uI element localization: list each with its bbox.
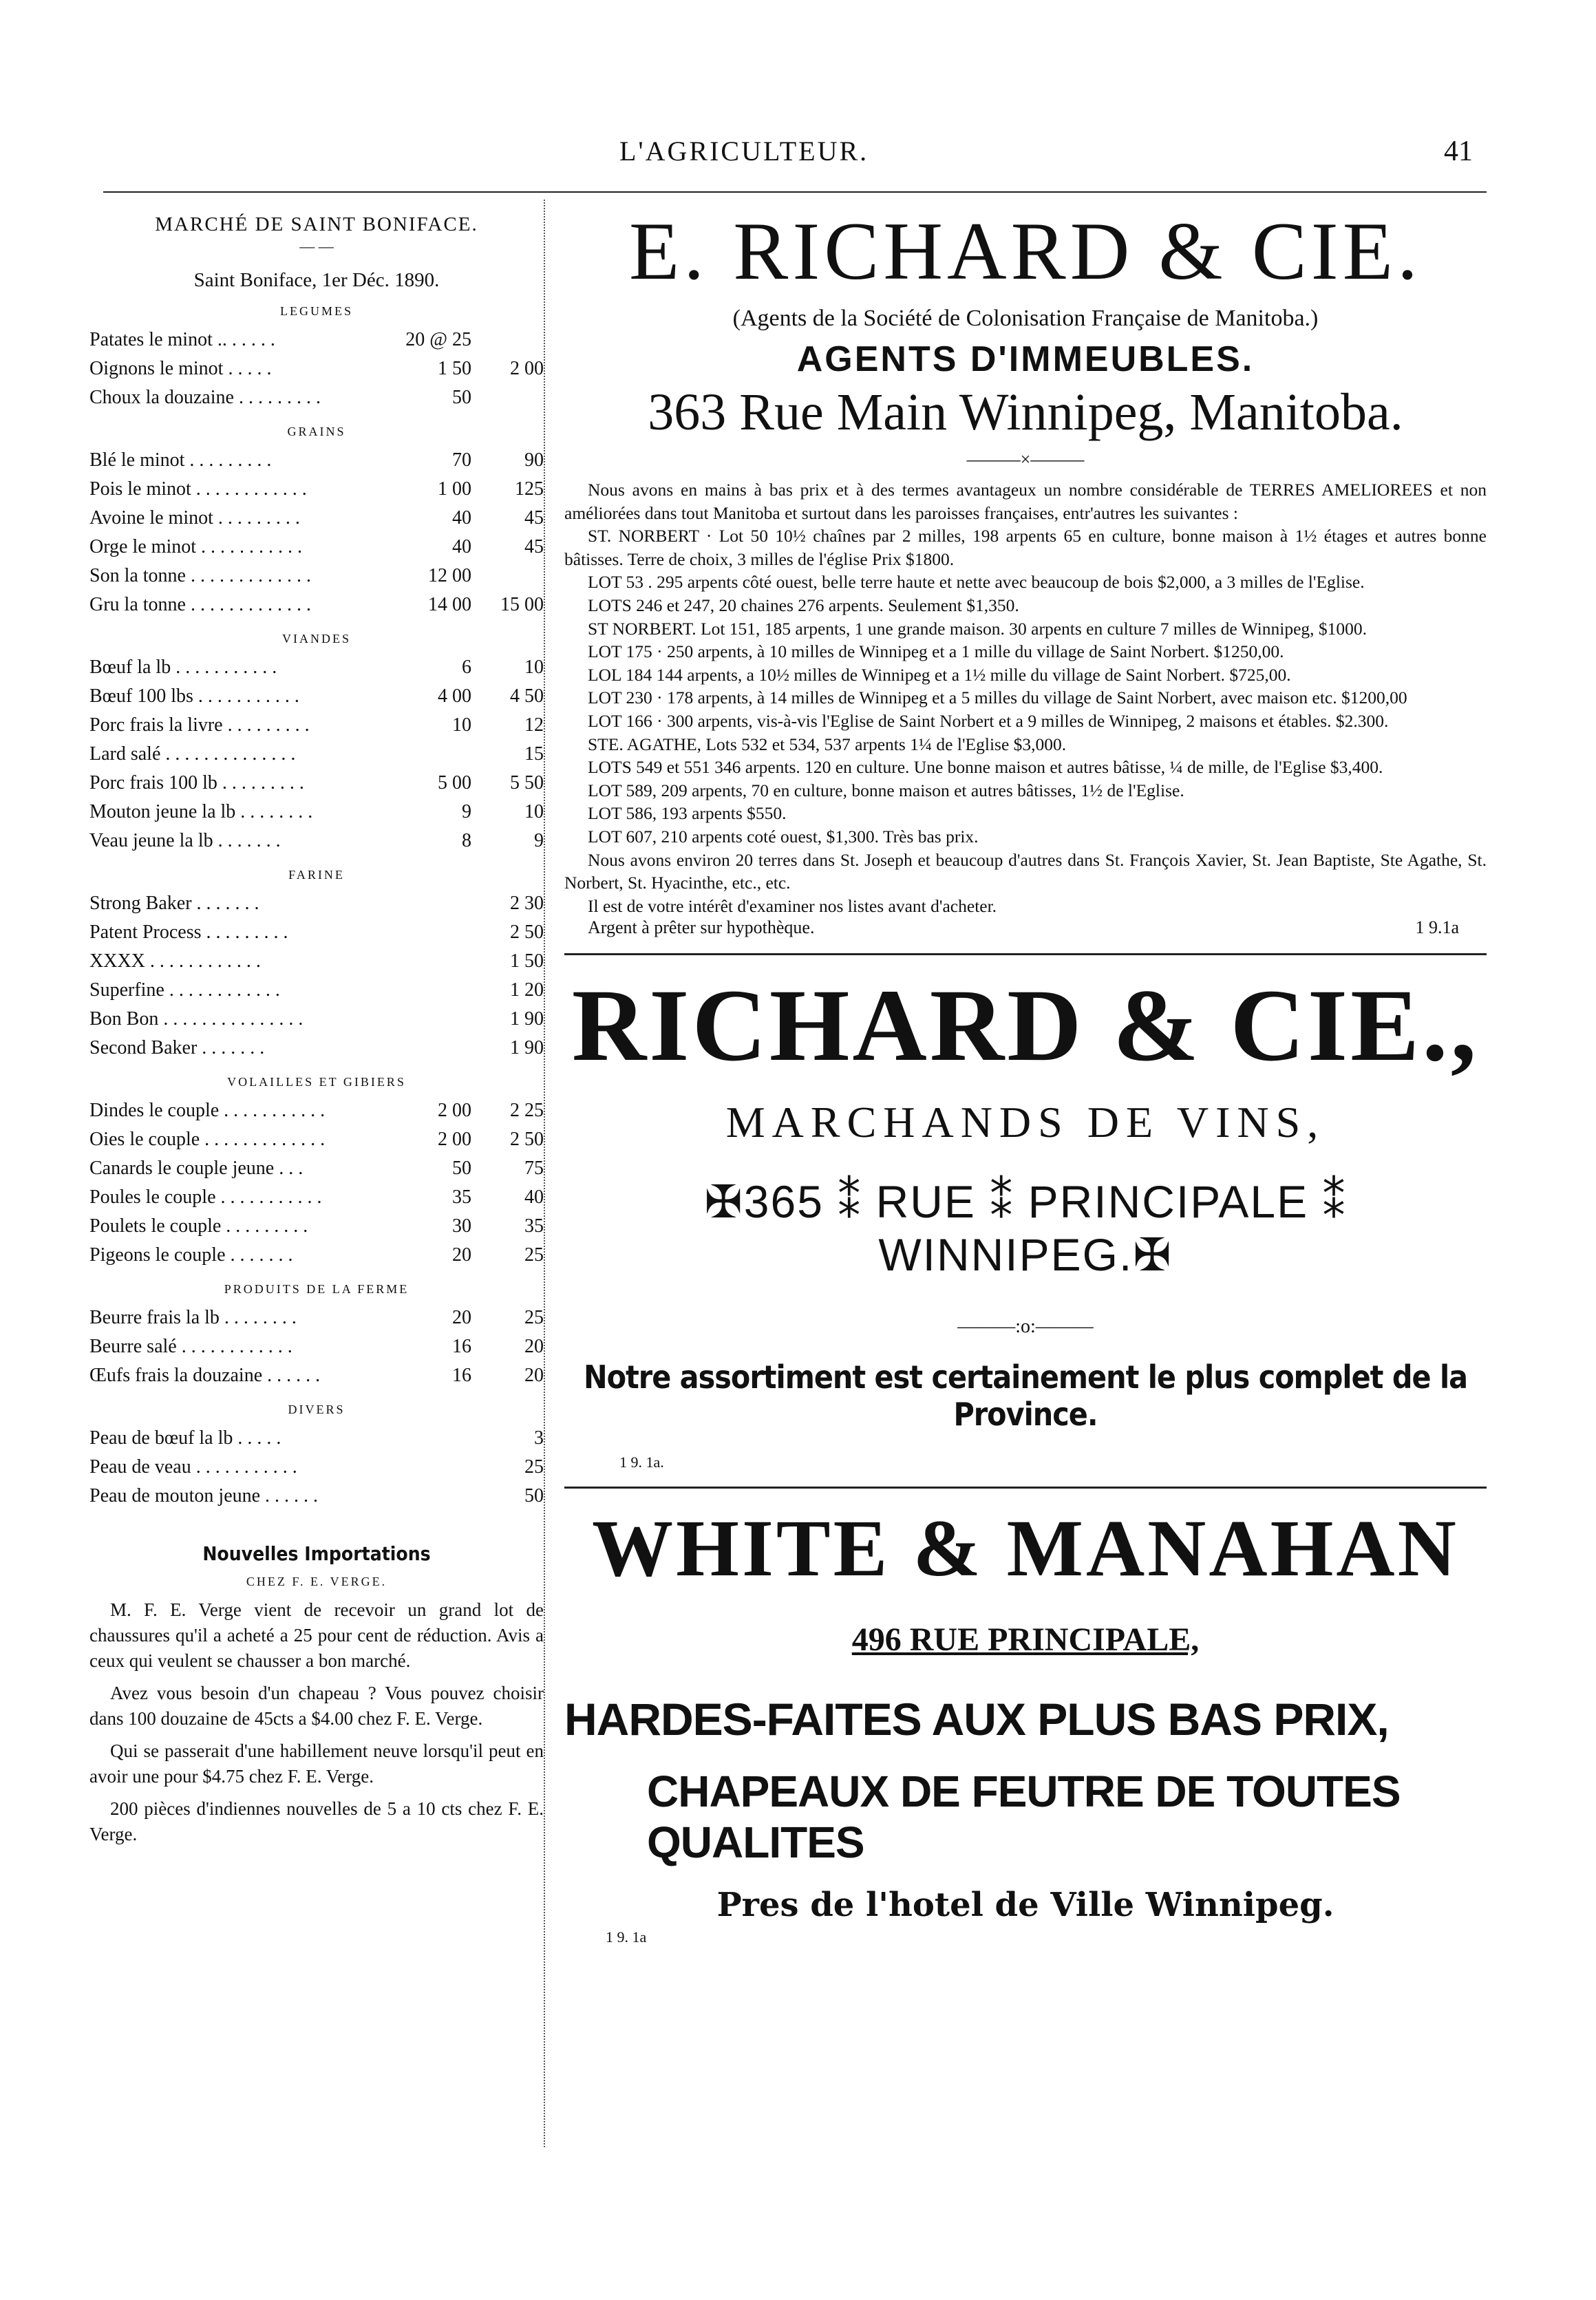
wm-line-location: Pres de l'hotel de Ville Winnipeg. bbox=[716, 1886, 1334, 1925]
ad-tag: 1 9.1a bbox=[1415, 917, 1459, 938]
price-row bbox=[89, 354, 544, 383]
price-row bbox=[89, 1034, 544, 1063]
ad-divider bbox=[564, 1487, 1487, 1489]
price-row bbox=[89, 1332, 544, 1361]
price-row bbox=[89, 769, 544, 798]
page-number: 41 bbox=[1444, 136, 1473, 167]
price-high: 3 bbox=[534, 1427, 544, 1449]
ad-divider bbox=[564, 953, 1487, 955]
nouvelles-paragraph: Qui se passerait d'une habillement neuve lorsqu'il peut en avoir une pour $4.75 chez F. E. Verge. bbox=[89, 1740, 544, 1787]
price-low: 20 bbox=[452, 1244, 471, 1266]
price-high: 9 bbox=[534, 830, 544, 851]
listing-paragraph: STE. AGATHE, Lots 532 et 534, 537 arpents 1¼ de l'Eglise $3,000. bbox=[588, 734, 1067, 754]
item-name: Bon Bon . . . . . . . . . . . . . . . bbox=[89, 1008, 304, 1030]
nouvelles-body bbox=[89, 1597, 544, 1847]
market-date: Saint Boniface, 1er Déc. 1890. bbox=[193, 269, 440, 291]
item-name: Orge le minot . . . . . . . . . . . bbox=[89, 536, 303, 557]
price-row bbox=[89, 475, 544, 504]
item-name: Porc frais la livre . . . . . . . . . bbox=[89, 714, 310, 736]
price-row bbox=[89, 653, 544, 682]
listing-paragraph: LOT 166 · 300 arpents, vis-à-vis l'Eglise de Saint Norbert et a 9 milles de Winnipeg, 2 maisons et étables. $2.300. bbox=[588, 710, 1389, 731]
price-high: 12 bbox=[524, 714, 544, 736]
item-name: Patates le minot .. . . . . . bbox=[89, 329, 275, 350]
item-name: Œufs frais la douzaine . . . . . . bbox=[89, 1365, 321, 1386]
price-low: 1 50 bbox=[438, 358, 471, 379]
item-name: Peau de mouton jeune . . . . . . bbox=[89, 1485, 319, 1506]
price-row bbox=[89, 740, 544, 769]
price-high: 40 bbox=[524, 1186, 544, 1208]
price-row bbox=[89, 383, 544, 412]
item-name: Patent Process . . . . . . . . . bbox=[89, 922, 288, 943]
listing-paragraph: LOT 53 . 295 arpents côté ouest, belle terre haute et nette avec beaucoup de bois $2,000, a 3 milles de l'Eglise. bbox=[588, 572, 1365, 593]
price-high: 45 bbox=[524, 536, 544, 557]
journal-title: L'AGRICULTEUR. bbox=[619, 136, 869, 167]
price-high: 1 50 bbox=[510, 950, 544, 972]
wm-title: WHITE & MANAHAN bbox=[592, 1503, 1459, 1594]
price-high: 1 90 bbox=[510, 1008, 544, 1030]
section-heading: LEGUMES bbox=[280, 304, 353, 318]
price-high: 90 bbox=[524, 449, 544, 471]
price-row bbox=[89, 947, 544, 976]
item-name: Beurre salé . . . . . . . . . . . . bbox=[89, 1336, 292, 1357]
price-high: 15 bbox=[524, 743, 544, 765]
nouvelles-paragraph: M. F. E. Verge vient de recevoir un grand lot de chaussures qu'il a acheté a 25 pour cent de réduction. Avis a ceux qui veulent se chausser a bon marché. bbox=[89, 1599, 544, 1671]
price-high: 50 bbox=[524, 1485, 544, 1506]
price-row bbox=[89, 1212, 544, 1241]
ad-agents-heading: AGENTS D'IMMEUBLES. bbox=[796, 339, 1255, 379]
item-name: Dindes le couple . . . . . . . . . . . bbox=[89, 1100, 326, 1121]
wm-tag: 1 9. 1a bbox=[606, 1928, 647, 1946]
price-high: 2 00 bbox=[510, 358, 544, 379]
section-heading: VIANDES bbox=[282, 632, 351, 646]
price-row bbox=[89, 711, 544, 740]
listing-paragraph: LOT 586, 193 arpents $550. bbox=[588, 803, 787, 824]
price-low: 5 00 bbox=[438, 772, 471, 794]
page-header bbox=[0, 135, 1596, 183]
item-name: Poules le couple . . . . . . . . . . . bbox=[89, 1186, 322, 1208]
listing-paragraph: Nous avons environ 20 terres dans St. Joseph et beaucoup d'autres dans St. François Xavier, St. Jean Baptiste, Ste Agathe, St. Norbert, St. Hyacinthe, etc., etc. bbox=[564, 849, 1487, 893]
price-high: 20 bbox=[524, 1365, 544, 1386]
price-row bbox=[89, 1005, 544, 1034]
listing-paragraph: LOL 184 144 arpents, a 10½ milles de Winnipeg et a 1½ mille du village de Saint Norbert. $725,00. bbox=[588, 664, 1291, 685]
listing-paragraph: LOT 175 · 250 arpents, à 10 milles de Winnipeg et a 1 mille du village de Saint Norbert. $1250,00. bbox=[588, 641, 1284, 662]
price-high: 10 bbox=[524, 657, 544, 678]
price-row bbox=[89, 1096, 544, 1125]
wm-address: 496 RUE PRINCIPALE, bbox=[851, 1621, 1200, 1659]
price-row bbox=[89, 1361, 544, 1390]
listing-paragraph: LOT 607, 210 arpents coté ouest, $1,300. Très bas prix. bbox=[588, 826, 979, 846]
item-name: Choux la douzaine . . . . . . . . . bbox=[89, 387, 321, 408]
listing-paragraph: LOT 589, 209 arpents, 70 en culture, bonne maison et autres bâtisses, 1½ de l'Eglise. bbox=[588, 780, 1184, 800]
vins-assortment: Notre assortiment est certainement le plus complet de la Province. bbox=[583, 1359, 1468, 1434]
item-name: Beurre frais la lb . . . . . . . . bbox=[89, 1307, 297, 1328]
listing-paragraph: LOTS 246 et 247, 20 chaines 276 arpents. Seulement $1,350. bbox=[588, 595, 1019, 615]
item-name: Superfine . . . . . . . . . . . . bbox=[89, 979, 280, 1001]
wm-line-hats: CHAPEAUX DE FEUTRE DE TOUTES QUALITES bbox=[647, 1767, 1401, 1868]
listing-paragraph: Nous avons en mains à bas prix et à des termes avantageux un nombre considérable de TERRES AMELIOREES et non améliorées dans tout Manitoba et surtout dans les paroisses françaises, entr'autres les suivantes : bbox=[564, 480, 1487, 523]
price-low: 6 bbox=[462, 657, 471, 678]
listing-paragraph: ST NORBERT. Lot 151, 185 arpents, 1 une grande maison. 30 arpents en culture 7 milles de Winnipeg, $1000. bbox=[588, 618, 1368, 639]
price-low: 4 00 bbox=[438, 685, 471, 707]
listing-paragraph: LOT 230 · 178 arpents, à 14 milles de Winnipeg et a 5 milles du village de Saint Norbert, avec maison etc. $1200,00 bbox=[588, 688, 1407, 708]
price-high: 35 bbox=[524, 1215, 544, 1237]
section-heading: GRAINS bbox=[287, 425, 346, 438]
price-low: 40 bbox=[452, 507, 471, 529]
price-high: 25 bbox=[524, 1307, 544, 1328]
ad-title: E. RICHARD & CIE. bbox=[629, 205, 1422, 297]
price-row bbox=[89, 1125, 544, 1154]
price-low: 8 bbox=[462, 830, 471, 851]
nouvelles-subtitle: CHEZ F. E. VERGE. bbox=[246, 1575, 387, 1588]
price-row bbox=[89, 1183, 544, 1212]
item-name: Blé le minot . . . . . . . . . bbox=[89, 449, 272, 471]
vins-ad bbox=[564, 970, 1487, 1471]
vins-title: RICHARD & CIE., bbox=[571, 968, 1480, 1083]
vins-subtitle: MARCHANDS DE VINS, bbox=[725, 1098, 1326, 1147]
ad-agents-line: (Agents de la Société de Colonisation Française de Manitoba.) bbox=[732, 306, 1319, 331]
item-name: Peau de bœuf la lb . . . . . bbox=[89, 1427, 281, 1449]
section-heading: DIVERS bbox=[288, 1403, 345, 1416]
price-row bbox=[89, 827, 544, 855]
price-high: 2 30 bbox=[510, 893, 544, 914]
item-name: Avoine le minot . . . . . . . . . bbox=[89, 507, 300, 529]
price-high: 2 50 bbox=[510, 922, 544, 943]
price-row bbox=[89, 533, 544, 562]
item-name: Pois le minot . . . . . . . . . . . . bbox=[89, 478, 307, 500]
item-name: Mouton jeune la lb . . . . . . . . bbox=[89, 801, 313, 822]
listing-paragraph: Il est de votre intérêt d'examiner nos listes avant d'acheter. bbox=[588, 895, 997, 916]
price-row bbox=[89, 1303, 544, 1332]
header-rule bbox=[103, 191, 1487, 193]
item-name: Porc frais 100 lb . . . . . . . . . bbox=[89, 772, 304, 794]
price-low: 16 bbox=[452, 1336, 471, 1357]
vins-separator: ———:o:——— bbox=[957, 1316, 1094, 1338]
advertisements-column bbox=[564, 206, 1487, 1946]
price-high: 1 90 bbox=[510, 1037, 544, 1058]
price-low: 9 bbox=[462, 801, 471, 822]
listing-paragraph: LOTS 549 et 551 346 arpents. 120 en culture. Une bonne maison et autres bâtisse, ¼ de mille, de l'Eglise $3,400. bbox=[588, 757, 1383, 778]
price-low: 40 bbox=[452, 536, 471, 557]
item-name: Son la tonne . . . . . . . . . . . . . bbox=[89, 565, 311, 586]
price-row bbox=[89, 918, 544, 947]
price-low: 35 bbox=[452, 1186, 471, 1208]
price-low: 50 bbox=[452, 1158, 471, 1179]
price-high: 15 00 bbox=[500, 594, 544, 615]
item-name: Strong Baker . . . . . . . bbox=[89, 893, 259, 914]
listing-paragraph: ST. NORBERT · Lot 50 10½ chaînes par 2 milles, 198 arpents 65 en culture, bonne maison à 1½ étages et autres bonne bâtisses. Terre de choix, 3 milles de l'église Prix $1800. bbox=[564, 526, 1487, 569]
market-price-list bbox=[89, 304, 544, 1511]
price-low: 30 bbox=[452, 1215, 471, 1237]
item-name: Bœuf la lb . . . . . . . . . . . bbox=[89, 657, 277, 678]
item-name: XXXX . . . . . . . . . . . . bbox=[89, 950, 261, 972]
section-heading: FARINE bbox=[288, 868, 345, 882]
price-low: 50 bbox=[452, 387, 471, 408]
nouvelles-title: Nouvelles Importations bbox=[202, 1542, 431, 1565]
price-high: 5 50 bbox=[510, 772, 544, 794]
price-low: 20 @ 25 bbox=[405, 329, 471, 350]
item-name: Pigeons le couple . . . . . . . bbox=[89, 1244, 293, 1266]
price-high: 75 bbox=[524, 1158, 544, 1179]
price-low: 16 bbox=[452, 1365, 471, 1386]
ad-separator: ———×——— bbox=[966, 449, 1085, 469]
richard-agents-ad bbox=[564, 206, 1487, 938]
market-column bbox=[89, 213, 544, 1854]
item-name: Bœuf 100 lbs . . . . . . . . . . . bbox=[89, 685, 299, 707]
price-high: 2 25 bbox=[510, 1100, 544, 1121]
ad-footer bbox=[564, 917, 1487, 938]
price-high: 25 bbox=[524, 1244, 544, 1266]
item-name: Lard salé . . . . . . . . . . . . . . bbox=[89, 743, 296, 765]
price-low: 10 bbox=[452, 714, 471, 736]
price-low: 12 00 bbox=[428, 565, 471, 586]
price-row bbox=[89, 590, 544, 619]
item-name: Peau de veau . . . . . . . . . . . bbox=[89, 1456, 297, 1478]
market-title: MARCHÉ DE SAINT BONIFACE. bbox=[155, 213, 478, 235]
ad-listings bbox=[564, 478, 1487, 917]
nouvelles-paragraph: 200 pièces d'indiennes nouvelles de 5 a 10 cts chez F. E. Verge. bbox=[89, 1798, 544, 1844]
item-name: Oies le couple . . . . . . . . . . . . . bbox=[89, 1129, 326, 1150]
price-row bbox=[89, 889, 544, 918]
price-high: 1 20 bbox=[510, 979, 544, 1001]
vins-tag: 1 9. 1a. bbox=[619, 1454, 664, 1471]
vins-address: ✠365 ⁑ RUE ⁑ PRINCIPALE ⁑ WINNIPEG.✠ bbox=[704, 1176, 1347, 1281]
item-name: Oignons le minot . . . . . bbox=[89, 358, 272, 379]
wm-line-clothes: HARDES-FAITES AUX PLUS BAS PRIX, bbox=[564, 1694, 1389, 1745]
white-manahan-ad bbox=[564, 1504, 1487, 1946]
price-high: 20 bbox=[524, 1336, 544, 1357]
price-low: 20 bbox=[452, 1307, 471, 1328]
price-row bbox=[89, 1453, 544, 1482]
price-low: 2 00 bbox=[438, 1129, 471, 1150]
item-name: Second Baker . . . . . . . bbox=[89, 1037, 265, 1058]
price-row bbox=[89, 1241, 544, 1270]
price-low: 1 00 bbox=[438, 478, 471, 500]
price-row bbox=[89, 1424, 544, 1453]
price-low: 14 00 bbox=[428, 594, 471, 615]
price-high: 2 50 bbox=[510, 1129, 544, 1150]
price-high: 45 bbox=[524, 507, 544, 529]
price-row bbox=[89, 446, 544, 475]
price-high: 4 50 bbox=[510, 685, 544, 707]
price-row bbox=[89, 562, 544, 590]
section-heading: PRODUITS DE LA FERME bbox=[224, 1282, 409, 1296]
price-high: 25 bbox=[524, 1456, 544, 1478]
item-name: Poulets le couple . . . . . . . . . bbox=[89, 1215, 308, 1237]
nouvelles-paragraph: Avez vous besoin d'un chapeau ? Vous pouvez choisir dans 100 douzaine de 45cts a $4.00 chez F. E. Verge. bbox=[89, 1683, 544, 1729]
item-name: Veau jeune la lb . . . . . . . bbox=[89, 830, 281, 851]
price-row bbox=[89, 798, 544, 827]
price-row bbox=[89, 504, 544, 533]
price-high: 125 bbox=[515, 478, 544, 500]
price-high: 10 bbox=[524, 801, 544, 822]
item-name: Canards le couple jeune . . . bbox=[89, 1158, 304, 1179]
ad-last-line: Argent à prêter sur hypothèque. bbox=[588, 917, 815, 938]
market-dash: — — bbox=[299, 237, 334, 255]
item-name: Gru la tonne . . . . . . . . . . . . . bbox=[89, 594, 311, 615]
price-row bbox=[89, 682, 544, 711]
price-row bbox=[89, 976, 544, 1005]
price-row bbox=[89, 326, 544, 354]
price-low: 2 00 bbox=[438, 1100, 471, 1121]
price-row bbox=[89, 1154, 544, 1183]
ad-address: 363 Rue Main Winnipeg, Manitoba. bbox=[648, 383, 1403, 441]
section-heading: VOLAILLES ET GIBIERS bbox=[227, 1075, 406, 1089]
column-divider bbox=[544, 200, 545, 2147]
price-row bbox=[89, 1482, 544, 1511]
price-low: 70 bbox=[452, 449, 471, 471]
